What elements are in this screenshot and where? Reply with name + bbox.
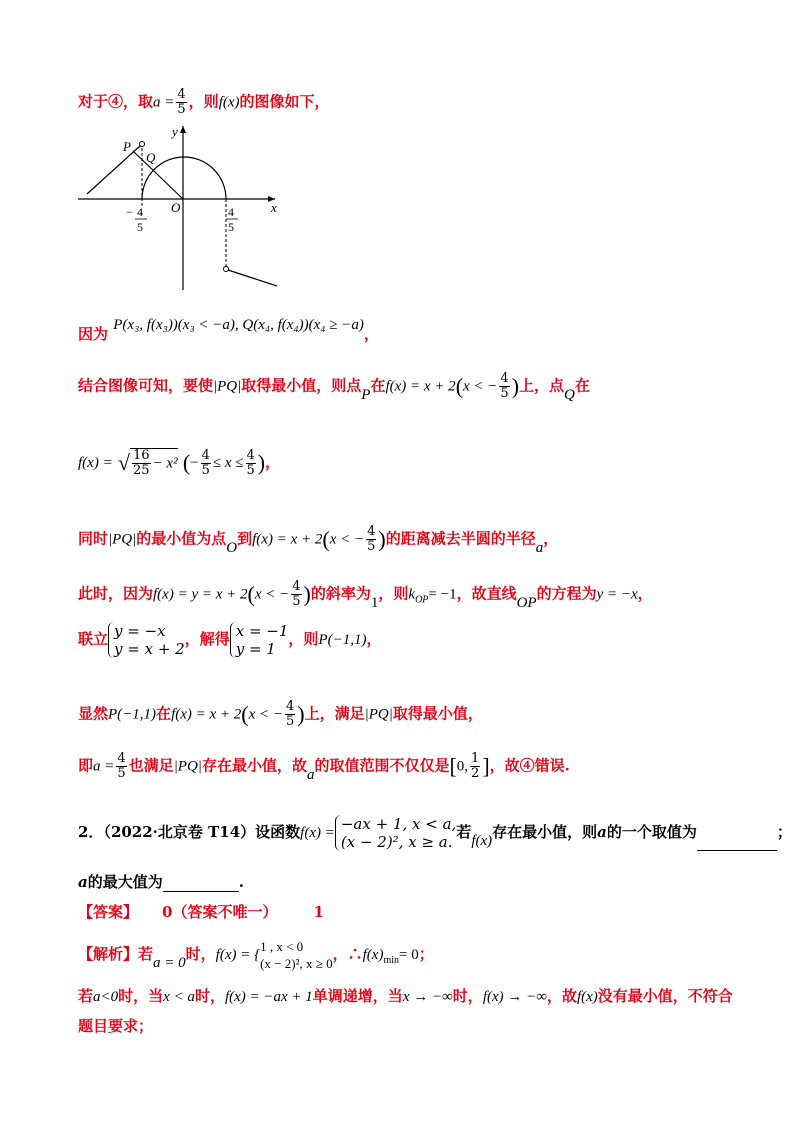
- text: 的方程为: [536, 584, 597, 603]
- text: ，∴: [332, 945, 363, 963]
- text: 若: [78, 987, 94, 1005]
- text: 同时: [78, 529, 109, 548]
- text: ；: [776, 823, 792, 841]
- math: 1: [370, 594, 379, 611]
- text: 也满足: [128, 756, 174, 775]
- text: 的一个取值为: [606, 823, 697, 841]
- text-line-8: 显然P(−1,1)在f(x) = x + 2(x < − $\frac{4}{5}$ )上，满足|PQ|取得最小值，: [78, 699, 483, 729]
- text: ，则: [378, 584, 409, 603]
- text: 单调递增，当: [312, 987, 403, 1005]
- tick-den-left: 5: [137, 220, 143, 234]
- fraction: $\frac{4}{5}$: [286, 699, 295, 729]
- fraction: $\frac{4}{5}$: [500, 371, 509, 401]
- text: ，解得: [184, 630, 230, 648]
- text: 联立: [78, 630, 109, 648]
- text: 在: [156, 704, 172, 723]
- text: 的图像如下，: [239, 92, 330, 111]
- math: ≤ x ≤: [212, 455, 244, 471]
- math: f(x): [576, 989, 598, 1005]
- math: O: [226, 539, 238, 556]
- math: x → −∞: [402, 989, 453, 1005]
- math: OP: [516, 594, 537, 611]
- text: 结合图像可知，要使: [78, 376, 214, 395]
- piecewise-cases: 1 , x < 0 (x − 2)², x ≥ 0: [260, 939, 333, 971]
- math: f(x) = x + 2: [171, 706, 242, 723]
- fraction: $\frac{4}{5}$: [201, 447, 210, 478]
- tick-num-right: 4: [228, 205, 234, 219]
- text: 对于④，取: [78, 92, 154, 111]
- tick-sign: −: [126, 205, 133, 219]
- text: 时，: [185, 945, 216, 963]
- math: a = 0: [153, 955, 186, 971]
- text: 的取值范围不仅仅是: [314, 756, 450, 775]
- lower-branch: [228, 270, 277, 286]
- analysis-line: [78, 938, 434, 972]
- text: 取得最小值，: [392, 704, 483, 723]
- text: ，故直线: [456, 584, 517, 603]
- tick-den-right: 5: [228, 220, 234, 234]
- tick-num-left: 4: [137, 205, 143, 219]
- point-Q-label: Q: [146, 150, 156, 165]
- fraction: $\frac{1}{2}$: [471, 751, 480, 781]
- math: x < −: [254, 586, 290, 603]
- text: 即: [78, 756, 94, 775]
- text-line-last-1: [78, 986, 733, 1007]
- math: f(x): [471, 833, 493, 849]
- math: |PQ|: [364, 706, 393, 723]
- math: P(x₃, f(x₃))(x₃ < −a), Q(x₄, f(x₄))(x₄ ≥ −a): [113, 317, 364, 333]
- math: f(x) → −∞: [482, 989, 547, 1005]
- math: x < a: [163, 989, 195, 1005]
- text: ，则: [288, 630, 319, 648]
- math: f(x): [218, 94, 240, 111]
- text: ，: [637, 584, 653, 603]
- math: |PQ|: [108, 531, 137, 548]
- text-line-4: f(x) = √ $\frac{16}{25}$ − x² (− $\frac{4}{5}$ ≤ x ≤ $\frac{4}{5}$ )，: [78, 447, 281, 478]
- text: 的最小值为点: [136, 529, 227, 548]
- fraction: $\frac{16}{25}$: [133, 448, 150, 478]
- fraction: $\frac{4}{5}$: [367, 524, 376, 554]
- text: 存在最小值，故: [201, 756, 307, 775]
- analysis-label: 【解析】若: [78, 945, 154, 963]
- answer-blank-2[interactable]: [163, 877, 239, 892]
- math: Q: [564, 386, 575, 403]
- math: OP: [415, 594, 429, 606]
- text: 到: [237, 529, 253, 548]
- text: ，: [366, 630, 382, 648]
- math: |PQ|: [213, 378, 242, 395]
- y-label: y: [172, 124, 178, 139]
- fraction: $\frac{4}{5}$: [177, 87, 186, 117]
- open-point-bottom: [224, 267, 229, 272]
- math: f(x): [362, 947, 384, 963]
- text: 的斜率为: [310, 584, 371, 603]
- text: 显然: [78, 704, 109, 723]
- problem-number: 2．: [78, 823, 104, 841]
- math: −: [190, 455, 199, 471]
- text-line-6: 此时，因为f(x) = y = x + 2(x < − $\frac{4}{5}$ )的斜率为1，则$k_{OP}= -1$，故直线OP的方程为y = −x，: [78, 579, 653, 611]
- math: y = −x: [596, 586, 638, 603]
- text: 时，: [452, 987, 483, 1005]
- math: f(x) = y = x + 2: [153, 586, 248, 603]
- answer-value-1: 0（答案不唯一）: [162, 903, 278, 921]
- math: f(x) =: [300, 825, 335, 841]
- y-axis-arrow: [180, 126, 186, 133]
- fraction: $\frac{4}{5}$: [117, 751, 126, 781]
- text: 的距离减去半圆的半径: [385, 529, 536, 548]
- text: .: [238, 873, 244, 891]
- math: P: [361, 386, 371, 403]
- fraction: $\frac{4}{5}$: [292, 579, 301, 609]
- math: P(−1,1): [318, 632, 367, 648]
- math: = −1: [428, 586, 457, 603]
- text: 没有最小值，不符合: [597, 987, 733, 1005]
- text: ；: [418, 945, 434, 963]
- text: ，: [265, 453, 281, 471]
- answer-label: 【答案】: [78, 903, 139, 921]
- text: 取得最小值，则点: [241, 376, 362, 395]
- math: 0,: [456, 758, 469, 775]
- math: a: [535, 539, 544, 556]
- point-P-label: P: [123, 139, 131, 154]
- text-line-last-2: [78, 1016, 153, 1036]
- math: a =: [93, 758, 115, 775]
- math: a: [306, 766, 315, 783]
- text: 上，点: [519, 376, 565, 395]
- text: 在: [574, 376, 590, 395]
- math: f(x) =: [78, 455, 113, 471]
- text: ，: [543, 529, 559, 548]
- math: f(x) = −ax + 1: [224, 989, 313, 1005]
- math: f(x) = {: [215, 947, 261, 963]
- text-line-3: 结合图像可知，要使|PQ|取得最小值，则点P在f(x) = x + 2(x < − $\frac{4}{5}$ )上，点Q在: [78, 371, 590, 403]
- piecewise-function: −ax + 1, x < a, (x − 2)², x ≥ a.: [335, 815, 456, 851]
- math: |PQ|: [173, 758, 202, 775]
- text-line-max: [78, 872, 244, 892]
- function-graph: [75, 118, 290, 293]
- text-line-5: 同时|PQ|的最小值为点O到f(x) = x + 2(x < − $\frac{4}{5}$ )的距离减去半圆的半径a，: [78, 524, 559, 556]
- math: x < −: [463, 378, 498, 395]
- text: 因为: [78, 325, 109, 343]
- text: 题目要求；: [78, 1017, 154, 1035]
- text: ，故④错误.: [489, 756, 570, 775]
- answer-line: [78, 902, 324, 922]
- x-label: x: [271, 200, 277, 215]
- text: ，: [363, 325, 379, 343]
- text: 的最大值为: [87, 873, 163, 891]
- text: 若: [456, 823, 472, 841]
- text: ，则: [188, 92, 219, 111]
- answer-blank-1[interactable]: [697, 836, 777, 851]
- problem-2: [78, 815, 792, 851]
- text-line-2: [78, 317, 379, 345]
- answer-value-2: 1: [313, 903, 324, 921]
- equation-system-2: x = −1 y = 1: [230, 622, 289, 658]
- math: − x²: [152, 455, 178, 472]
- text: 时，当: [118, 987, 164, 1005]
- origin-label: O: [171, 200, 181, 215]
- math: x < −: [329, 531, 365, 548]
- math: = 0: [399, 947, 419, 963]
- open-point-top: [140, 142, 145, 147]
- line-branch: [87, 145, 141, 194]
- text-line-1: [78, 88, 330, 117]
- text-line-9: 即a = $\frac{4}{5}$ 也满足|PQ|存在最小值，故a的取值范围不仅仅是[0, $\frac{1}{2}$ ]，故④错误.: [78, 751, 570, 783]
- math: a: [78, 873, 88, 891]
- math: x < −: [248, 706, 284, 723]
- math: P(−1,1): [108, 706, 157, 723]
- text: ，故: [546, 987, 577, 1005]
- math: f(x) = x + 2: [385, 378, 456, 395]
- text: 时，: [194, 987, 225, 1005]
- math: min: [383, 955, 400, 966]
- math: k: [408, 586, 416, 603]
- math: a =: [153, 94, 175, 111]
- math: a<0: [93, 989, 119, 1005]
- text: 存在最小值，则: [492, 823, 598, 841]
- math: a: [597, 823, 607, 841]
- fraction: $\frac{4}{5}$: [246, 447, 255, 478]
- text: 在: [370, 376, 386, 395]
- equation-system-1: y = −x y = x + 2: [108, 622, 185, 658]
- text: 此时，因为: [78, 584, 154, 603]
- text: 上，满足: [304, 704, 365, 723]
- math: f(x) = x + 2: [252, 531, 323, 548]
- text-line-7: [78, 622, 381, 658]
- problem-source: （2022·北京卷 T14）设函数: [103, 823, 301, 841]
